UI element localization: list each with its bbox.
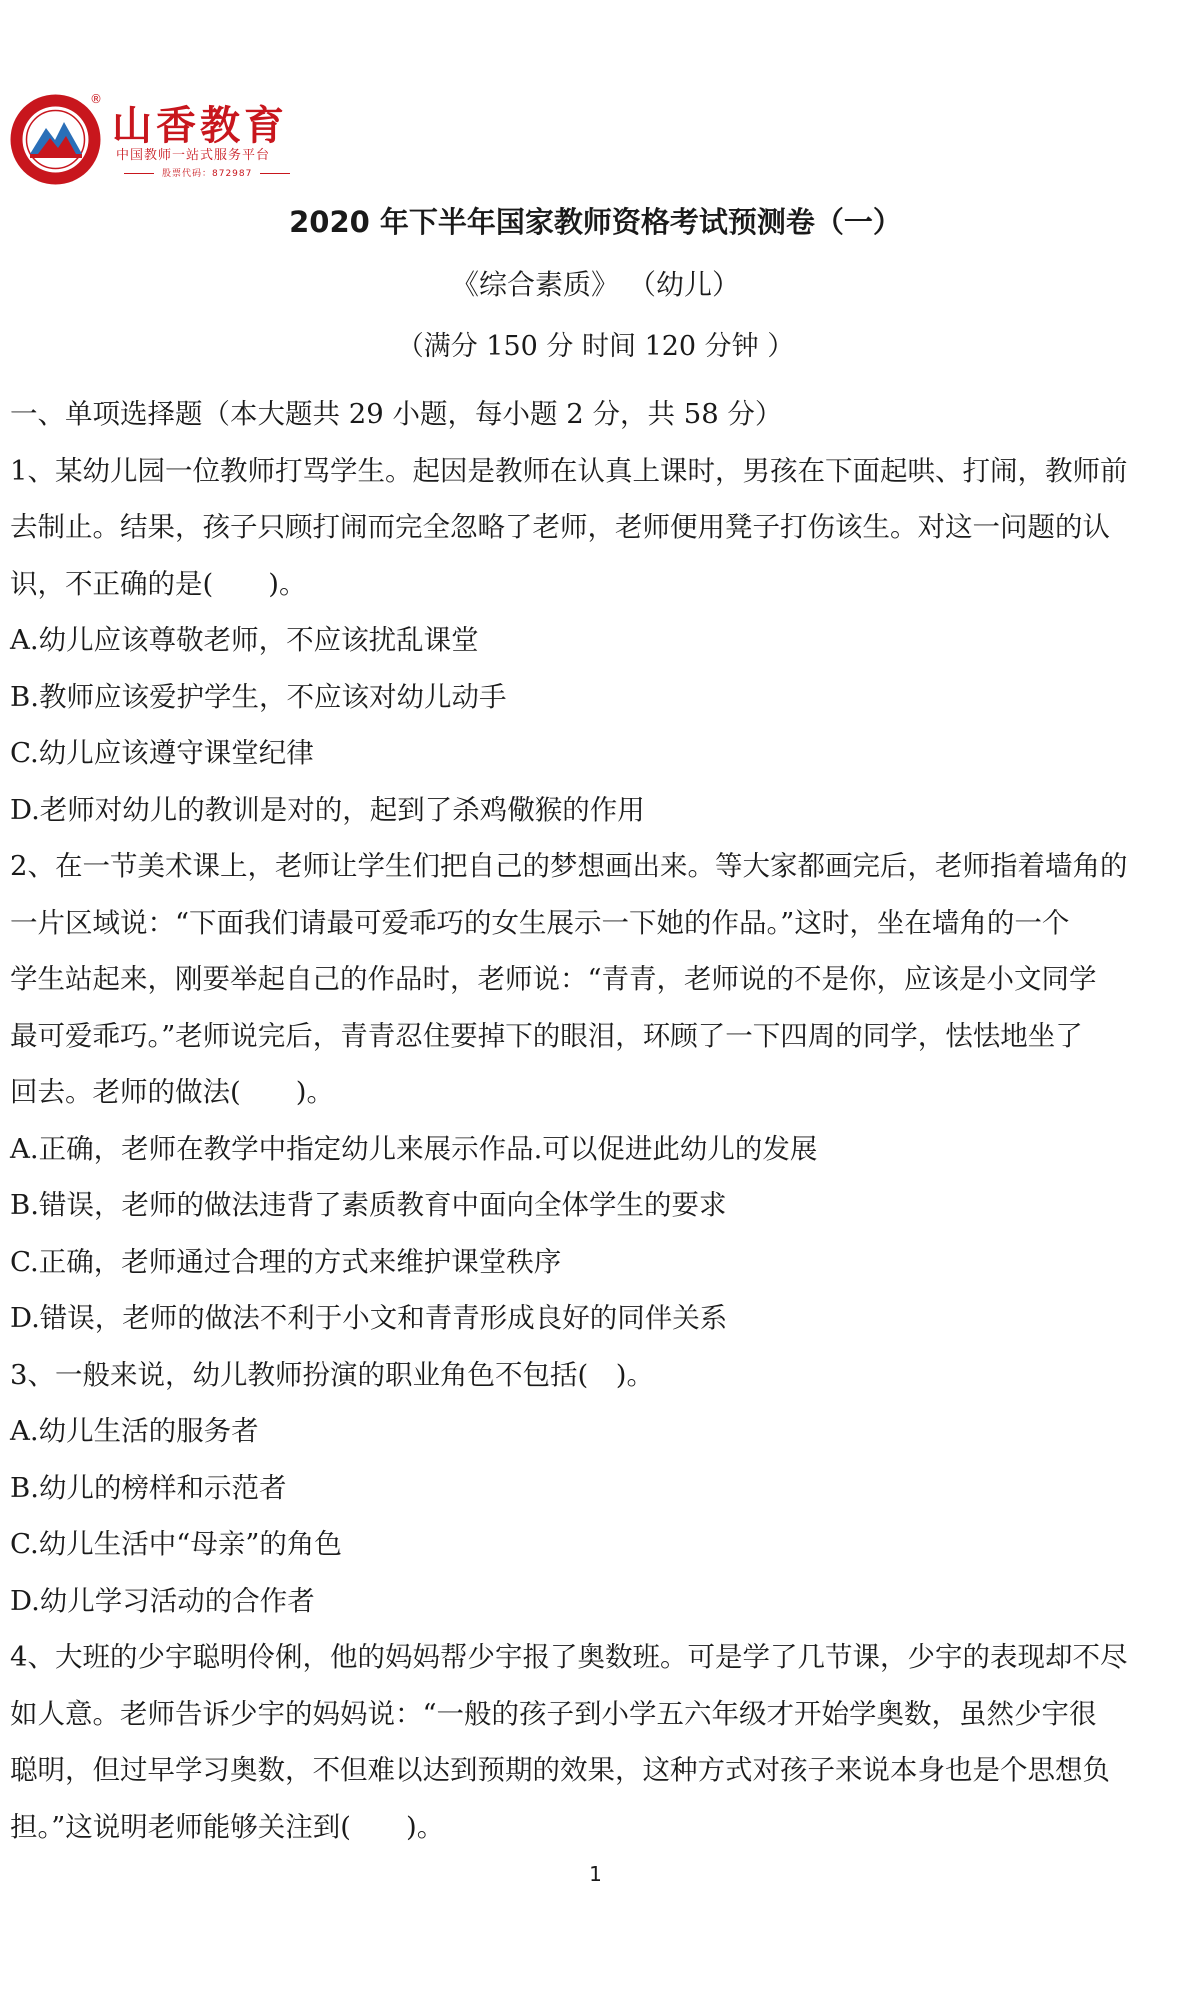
question-line: 聪明，但过早学习奥数，不但难以达到预期的效果，这种方式对孩子来说本身也是个思想负: [10, 1754, 1110, 1786]
brand-name: 山香教育: [112, 103, 288, 149]
question-line: 担。”这说明老师能够关注到( )。: [10, 1810, 445, 1843]
option-a: A.幼儿应该尊敬老师，不应该扰乱课堂: [10, 624, 479, 656]
option-a: A.幼儿生活的服务者: [10, 1415, 259, 1447]
question-line: 如人意。老师告诉少宇的妈妈说：“一般的孩子到小学五六年级才开始学奥数，虽然少宇很: [10, 1697, 1097, 1730]
option-c: C.幼儿应该遵守课堂纪律: [10, 737, 314, 769]
company-logo: [8, 92, 313, 187]
option-d: D.错误，老师的做法不利于小文和青青形成良好的同伴关系: [10, 1302, 728, 1334]
option-a: A.正确，老师在教学中指定幼儿来展示作品.可以促进此幼儿的发展: [10, 1132, 818, 1165]
question-line: 最可爱乖巧。”老师说完后，青青忍住要掉下的眼泪，环顾了一下四周的同学，怯怯地坐了: [10, 1019, 1083, 1052]
question-line: 2、在一节美术课上，老师让学生们把自己的梦想画出来。等大家都画完后，老师指着墙角的: [10, 850, 1128, 882]
question-line: 一片区域说：“下面我们请最可爱乖巧的女生展示一下她的作品。”这时，坐在墙角的一个: [10, 906, 1070, 939]
stock-code: 股票代码：872987: [116, 166, 298, 179]
question-line: 识，不正确的是( )。: [10, 567, 307, 600]
option-d: D.幼儿学习活动的合作者: [10, 1584, 315, 1617]
question-line: 3、一般来说，幼儿教师扮演的职业角色不包括( )。: [10, 1358, 654, 1391]
question-line: 回去。老师的做法( )。: [10, 1076, 334, 1108]
registered-mark: ®: [90, 92, 102, 106]
question-line: 学生站起来，刚要举起自己的作品时，老师说：“青青，老师说的不是你，应该是小文同学: [10, 963, 1097, 995]
option-b: B.幼儿的榜样和示范者: [10, 1471, 287, 1504]
exam-subject: 《综合素质》 （幼儿）: [451, 268, 740, 301]
option-c: C.正确，老师通过合理的方式来维护课堂秩序: [10, 1245, 562, 1278]
option-b: B.错误，老师的做法违背了素质教育中面向全体学生的要求: [10, 1189, 727, 1221]
page-number: 1: [589, 1862, 602, 1886]
section-heading: 一、单项选择题（本大题共 29 小题，每小题 2 分，共 58 分）: [10, 398, 783, 430]
option-c: C.幼儿生活中“母亲”的角色: [10, 1528, 342, 1560]
question-line: 1、某幼儿园一位教师打骂学生。起因是教师在认真上课时，男孩在下面起哄、打闹，教师前: [10, 454, 1128, 487]
exam-content: [10, 386, 1180, 1855]
exam-meta: （满分 150 分 时间 120 分钟 ）: [396, 331, 795, 362]
logo-seal-icon: [8, 92, 103, 187]
question-line: 4、大班的少宇聪明伶俐，他的妈妈帮少宇报了奥数班。可是学了几节课，少宇的表现却不尽: [10, 1641, 1128, 1673]
option-d: D.老师对幼儿的教训是对的，起到了杀鸡儆猴的作用: [10, 793, 645, 826]
question-2: [10, 838, 1180, 1347]
exam-title: 2020 年下半年国家教师资格考试预测卷（一）: [289, 205, 902, 239]
question-line: 去制止。结果，孩子只顾打闹而完全忽略了老师，老师便用凳子打伤该生。对这一问题的认: [10, 511, 1110, 543]
question-3: [10, 1347, 1180, 1630]
question-4: [10, 1629, 1180, 1855]
option-b: B.教师应该爱护学生，不应该对幼儿动手: [10, 680, 507, 713]
brand-tagline: 中国教师一站式服务平台: [116, 148, 271, 163]
question-1: [10, 443, 1180, 839]
